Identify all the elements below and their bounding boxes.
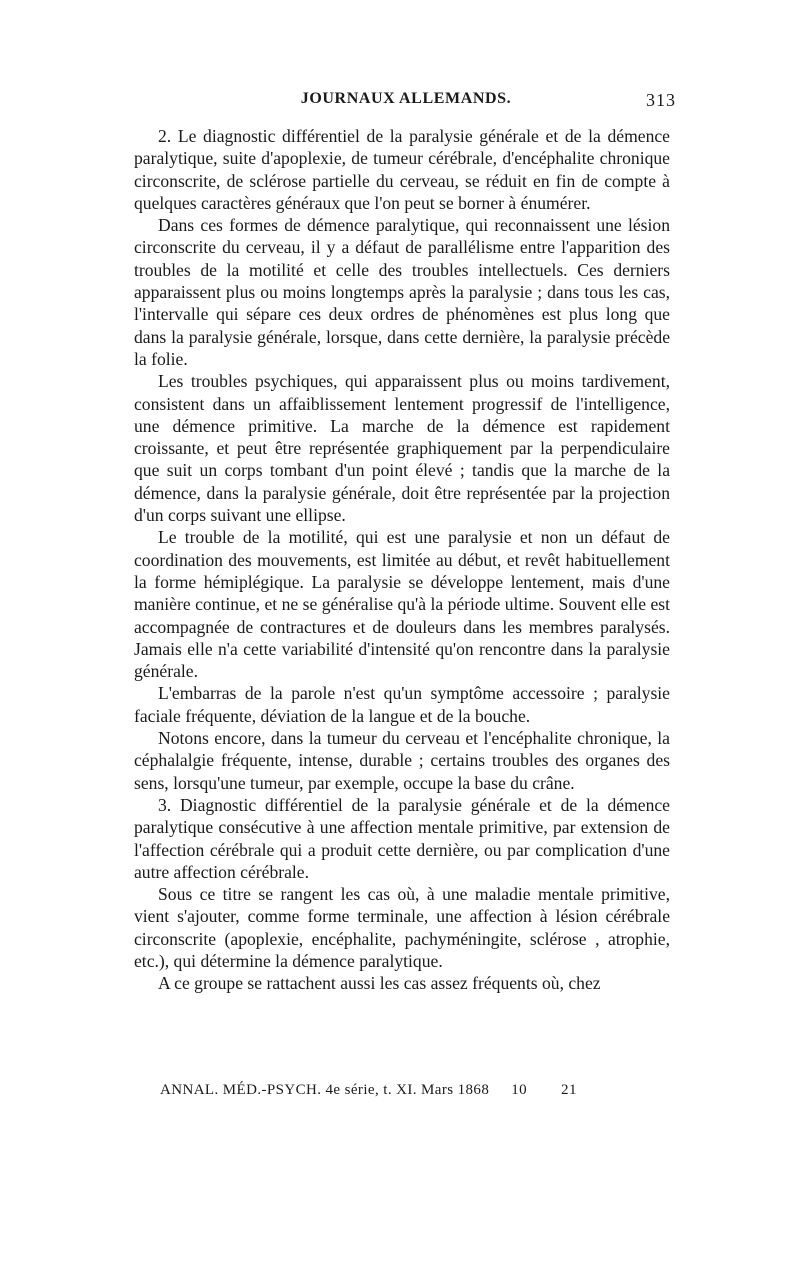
paragraph-4: Le trouble de la motilité, qui est une paralysie et non un défaut de coordination des mouvements, est limitée au début, et revêt habituellement la forme hémiplégique. La paralysie se développe lentement, mais d'une manière continue, et ne se généralise qu'à la période ultime. Souvent elle est accompagnée de contractures et de douleurs dans les membres paralysés. Jamais elle n'a cette variabilité d'intensité qu'on rencontre dans la paralysie générale. (134, 527, 670, 682)
paragraph-1: 2. Le diagnostic différentiel de la paralysie générale et de la démence paralytique, suite d'apoplexie, de tumeur cérébrale, d'encéphalite chronique circonscrite, de sclérose partielle du cerveau, se réduit en fin de compte à quelques caractères généraux que l'on peut se borner à énumérer. (134, 126, 670, 213)
running-head (136, 90, 676, 116)
paragraph-5: L'embarras de la parole n'est qu'un symptôme accessoire ; paralysie faciale fréquente, déviation de la langue et de la bouche. (134, 683, 670, 726)
paragraph-2: Dans ces formes de démence paralytique, qui reconnaissent une lésion circonscrite du cerveau, il y a défaut de parallélisme entre l'apparition des troubles de la motilité et celle des troubles intellectuels. Ces derniers apparaissent plus ou moins longtemps après la paralysie ; dans tous les cas, l'intervalle qui sépare ces deux ordres de phénomènes est plus long que dans la paralysie générale, lorsque, dans cette dernière, la paralysie précède la folie. (134, 215, 670, 369)
paragraph-9: A ce groupe se rattachent aussi les cas assez fréquents où, chez (158, 973, 601, 994)
body-text (134, 125, 670, 995)
footer-signature-line (160, 1082, 577, 1099)
paragraph-6: Notons encore, dans la tumeur du cerveau et l'encéphalite chronique, la céphalalgie fréquente, intense, durable ; certains troubles des organes des sens, lorsqu'une tumeur, par exemple, occupe la base du crâne. (134, 728, 670, 793)
page-number: 313 (646, 90, 676, 110)
footer-signature-2: 21 (561, 1082, 577, 1098)
paragraph-8: Sous ce titre se rangent les cas où, à une maladie mentale primitive, vient s'ajouter, comme forme terminale, une affection à lésion cérébrale circonscrite (apoplexie, encéphalite, pachyméningite, sclérose , atrophie, etc.), qui détermine la démence paralytique. (134, 884, 670, 971)
paragraph-7: 3. Diagnostic différentiel de la paralysie générale et de la démence paralytique consécutive à une affection mentale primitive, par extension de l'affection cérébrale qui a produit cette dernière, ou par complication d'une autre affection cérébrale. (134, 794, 670, 882)
footer-journal: ANNAL. MÉD.-PSYCH. (160, 1082, 322, 1098)
footer-series: 4e série, t. XI. Mars 1868 (325, 1082, 490, 1098)
paragraph-3: Les troubles psychiques, qui apparaissent plus ou moins tardivement, consistent dans un affaiblissement lentement progressif de l'intelligence, une démence primitive. La marche de la démence est rapidement croissante, et peut être représentée graphiquement par la perpendiculaire que suit un corps tombant d'un point élevé ; tandis que la marche de la démence, dans la paralysie générale, doit être représentée par la projection d'un corps suivant une ellipse. (134, 371, 670, 526)
running-title: JOURNAUX ALLEMANDS. (300, 90, 512, 107)
footer-signature-1: 10 (511, 1082, 528, 1098)
